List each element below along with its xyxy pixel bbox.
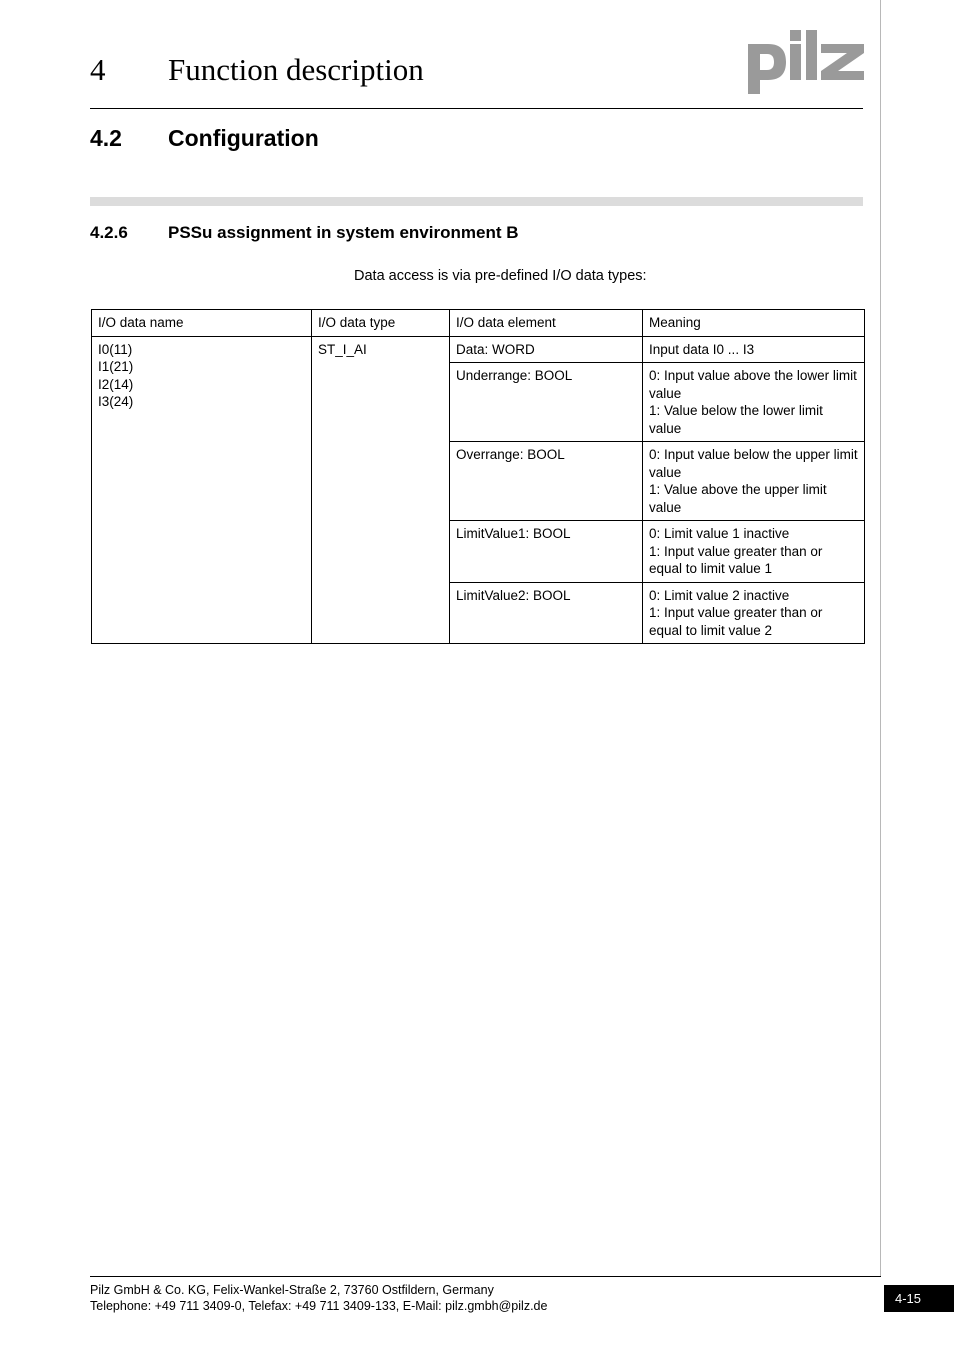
- footer-contact: Telephone: +49 711 3409-0, Telefax: +49 711 3409-133, E-Mail: pilz.gmbh@pilz.de: [90, 1299, 548, 1313]
- intro-text: Data access is via pre-defined I/O data types:: [354, 268, 647, 284]
- header-io-data-element: I/O data element: [450, 310, 643, 337]
- meaning-line: 0: Limit value 1 inactive: [649, 526, 790, 541]
- margin-line: [880, 0, 881, 1276]
- meaning-line: 0: Limit value 2 inactive: [649, 587, 790, 603]
- section-number: 4.2: [90, 125, 122, 151]
- footer-rule: [90, 1276, 881, 1277]
- page-number: 4-15: [884, 1285, 954, 1312]
- meaning-line: 1: Input value greater than or equal to limit value 1: [649, 543, 823, 576]
- meaning-cell: [643, 442, 865, 521]
- meaning-line: 0: Input value below the upper limit value: [649, 447, 858, 480]
- header-io-data-type: I/O data type: [312, 310, 450, 337]
- meaning-line: 0: Input value above the lower limit value: [649, 368, 857, 401]
- meaning-cell: [643, 363, 865, 442]
- section-title: Configuration: [168, 125, 319, 151]
- header-rule: [90, 108, 863, 109]
- section-divider: [90, 197, 863, 206]
- logo-text: pilz: [748, 26, 750, 27]
- meaning-cell: [643, 336, 865, 363]
- io-type-cell: ST_I_AI: [312, 336, 450, 644]
- io-data-table: [91, 309, 865, 644]
- io-name: I1(21): [98, 359, 134, 374]
- meaning-line: 1: Value above the upper limit value: [649, 482, 827, 515]
- meaning-line: 1: Value below the lower limit value: [649, 403, 823, 436]
- element-cell: Underrange: BOOL: [450, 363, 643, 442]
- table-row: [92, 336, 865, 363]
- meaning-line: Input data I0 ... I3: [649, 341, 755, 357]
- io-names-cell: [92, 336, 312, 644]
- io-name: I0(11): [98, 341, 133, 357]
- header-meaning: Meaning: [643, 310, 865, 337]
- pilz-logo: [748, 26, 866, 96]
- io-name: I3(24): [98, 394, 134, 409]
- meaning-cell: [643, 582, 865, 644]
- element-cell: LimitValue1: BOOL: [450, 521, 643, 583]
- io-name: I2(14): [98, 376, 134, 392]
- element-cell: Data: WORD: [450, 336, 643, 363]
- table-header-row: [92, 310, 865, 337]
- element-cell: Overrange: BOOL: [450, 442, 643, 521]
- meaning-line: 1: Input value greater than or equal to limit value 2: [649, 605, 823, 638]
- meaning-cell: [643, 521, 865, 583]
- subsection-number: 4.2.6: [90, 223, 128, 242]
- footer-address: Pilz GmbH & Co. KG, Felix-Wankel-Straße 2, 73760 Ostfildern, Germany: [90, 1283, 494, 1297]
- header-io-data-name: I/O data name: [92, 310, 312, 337]
- chapter-number: 4: [90, 52, 106, 87]
- subsection-title: PSSu assignment in system environment B: [168, 223, 519, 242]
- element-cell: LimitValue2: BOOL: [450, 582, 643, 644]
- chapter-title: Function description: [168, 52, 424, 87]
